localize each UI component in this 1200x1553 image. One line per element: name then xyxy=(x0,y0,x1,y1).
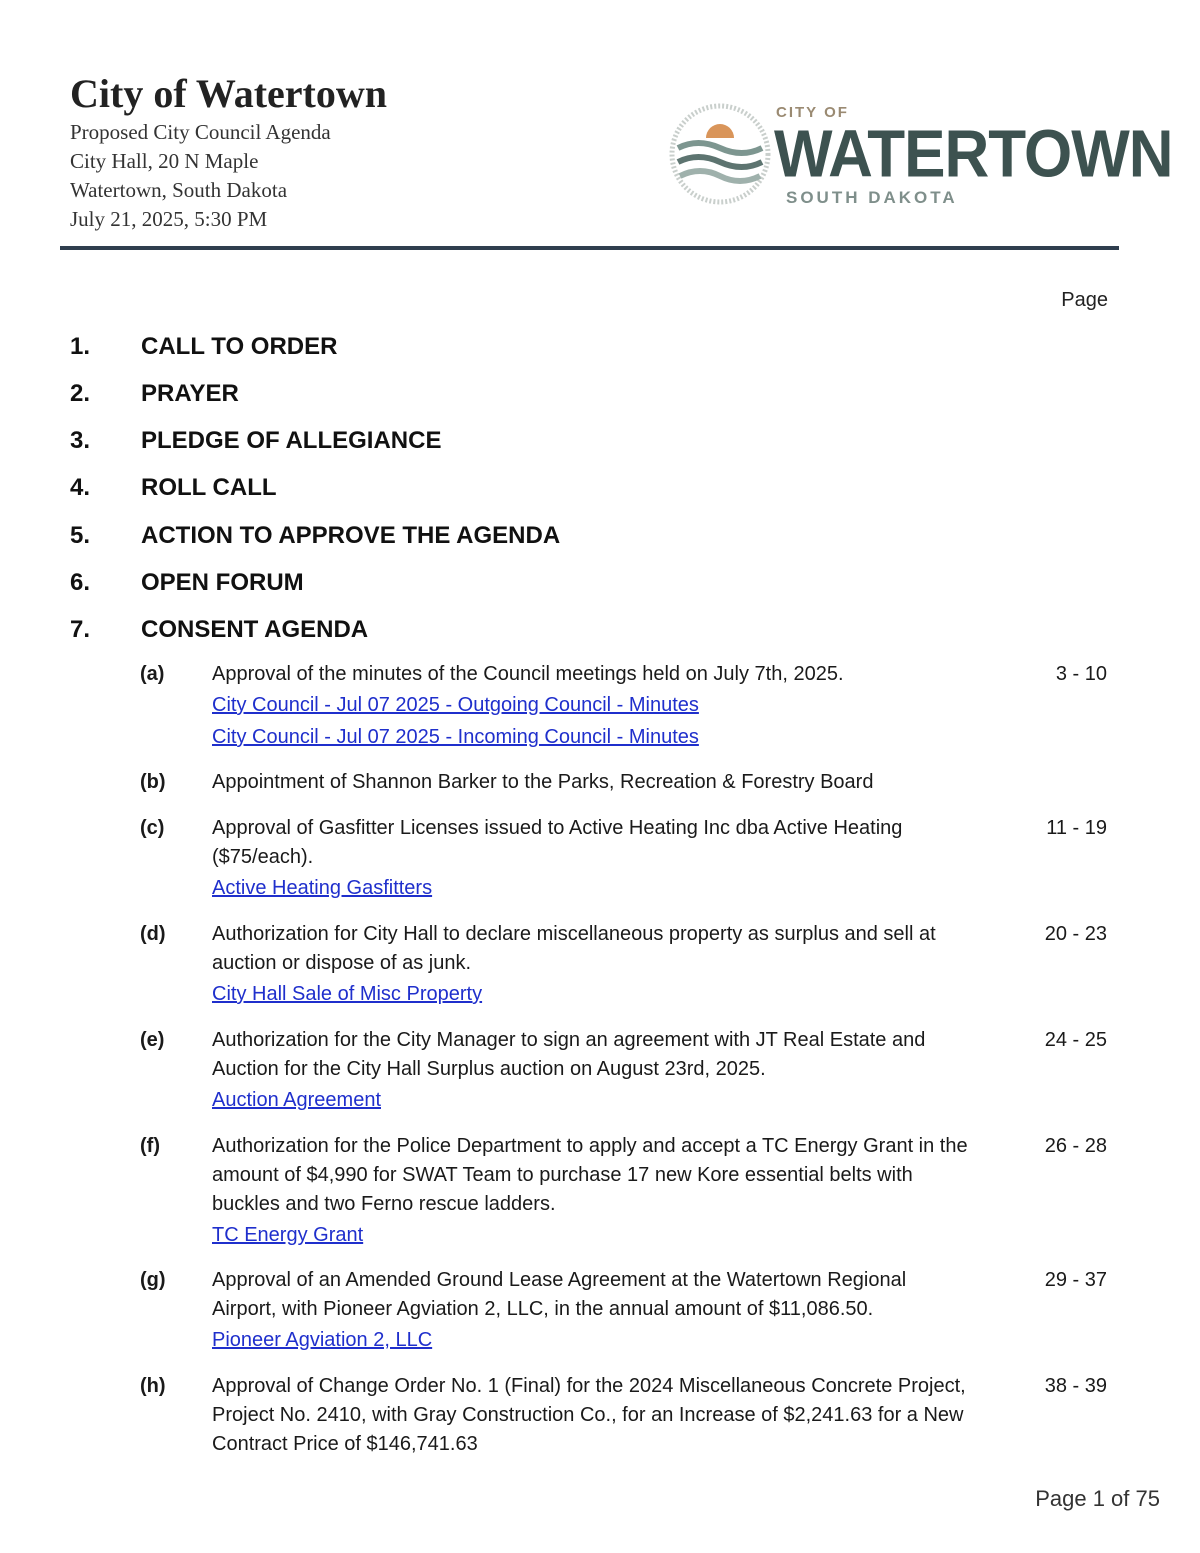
consent-item-letter: (g) xyxy=(140,1269,166,1291)
attachment-link[interactable]: City Hall Sale of Misc Property xyxy=(212,983,483,1005)
agenda-item-title: OPEN FORUM xyxy=(141,569,304,596)
attachment-link[interactable]: TC Energy Grant xyxy=(212,1224,364,1246)
page-range: 24 - 25 xyxy=(1044,1029,1107,1051)
consent-item-text: Authorization for the Police Department to apply and accept a TC Energy Grant in the amount of $4,990 for SWAT Team to purchase 17 new Kore essential belts with buckles and two Ferno rescue ladders. xyxy=(212,1135,968,1215)
consent-item-letter: (h) xyxy=(140,1375,166,1397)
consent-item-text: Approval of Gasfitter Licenses issued to Active Heating Inc dba Active Heating ($75/each). xyxy=(212,817,903,868)
attachment-link[interactable]: Pioneer Agviation 2, LLC xyxy=(212,1329,433,1351)
consent-item-text: Approval of an Amended Ground Lease Agreement at the Watertown Regional Airport, with Pioneer Agviation 2, LLC, in the annual amount of $11,086.50. xyxy=(212,1269,907,1320)
logo-emblem-icon xyxy=(668,102,772,206)
agenda-item-title: CONSENT AGENDA xyxy=(141,616,369,643)
page-range: 11 - 19 xyxy=(1046,817,1107,839)
venue-city: Watertown, South Dakota xyxy=(70,178,288,202)
meeting-datetime: July 21, 2025, 5:30 PM xyxy=(70,207,268,231)
consent-item-text: Authorization for City Hall to declare miscellaneous property as surplus and sell at auction or dispose of as junk. xyxy=(212,923,936,974)
attachment-link[interactable]: City Council - Jul 07 2025 - Outgoing Council - Minutes xyxy=(212,694,699,716)
logo-state: SOUTH DAKOTA xyxy=(786,188,958,207)
agenda-item-title: PRAYER xyxy=(141,380,239,407)
attachment-link[interactable]: City Council - Jul 07 2025 - Incoming Council - Minutes xyxy=(212,726,699,748)
consent-item-letter: (d) xyxy=(140,923,166,945)
header-divider xyxy=(60,246,1119,250)
agenda-item-title: ACTION TO APPROVE THE AGENDA xyxy=(141,522,561,549)
agenda-item-title: PLEDGE OF ALLEGIANCE xyxy=(141,427,442,454)
consent-item-letter: (f) xyxy=(140,1135,160,1157)
page-range: 20 - 23 xyxy=(1044,923,1107,945)
consent-item-letter: (b) xyxy=(140,771,166,793)
page-number: Page 1 of 75 xyxy=(1035,1486,1160,1511)
page-range: 3 - 10 xyxy=(1055,663,1107,685)
agenda-item-number: 4. xyxy=(70,474,91,501)
watertown-logo xyxy=(668,100,1173,210)
agenda-type: Proposed City Council Agenda xyxy=(70,120,331,144)
agenda-item-number: 7. xyxy=(70,616,91,643)
agenda-item-number: 6. xyxy=(70,569,91,596)
venue-address: City Hall, 20 N Maple xyxy=(70,149,259,173)
attachment-link[interactable]: Active Heating Gasfitters xyxy=(212,877,433,899)
consent-item-text: Appointment of Shannon Barker to the Parks, Recreation & Forestry Board xyxy=(212,771,874,793)
agenda-item-number: 2. xyxy=(70,380,91,407)
consent-item-text: Approval of the minutes of the Council meetings held on July 7th, 2025. xyxy=(212,663,844,685)
agenda-item-number: 1. xyxy=(70,333,91,360)
city-title: City of Watertown xyxy=(70,71,387,116)
page-column-label: Page xyxy=(1061,289,1108,311)
consent-item-letter: (a) xyxy=(140,663,165,685)
page-range: 29 - 37 xyxy=(1044,1269,1107,1291)
agenda-item-number: 5. xyxy=(70,522,91,549)
consent-item-text: Authorization for the City Manager to sign an agreement with JT Real Estate and Auction for the City Hall Surplus auction on August 23rd, 2025. xyxy=(212,1029,926,1080)
consent-item-text: Approval of Change Order No. 1 (Final) for the 2024 Miscellaneous Concrete Project, Project No. 2410, with Gray Construction Co., for an Increase of $2,241.63 for a New Contract Price of $146,741.63 xyxy=(212,1375,966,1455)
consent-item-letter: (c) xyxy=(140,817,165,839)
logo-city-of: CITY OF xyxy=(776,104,849,121)
page-range: 26 - 28 xyxy=(1044,1135,1107,1157)
consent-item-letter: (e) xyxy=(140,1029,165,1051)
agenda-item-number: 3. xyxy=(70,427,91,454)
agenda-item-title: CALL TO ORDER xyxy=(141,333,338,360)
attachment-link[interactable]: Auction Agreement xyxy=(212,1089,381,1111)
agenda-item-title: ROLL CALL xyxy=(141,474,277,501)
logo-wordmark: WATERTOWN xyxy=(774,116,1173,192)
page-range: 38 - 39 xyxy=(1044,1375,1107,1397)
document-header xyxy=(70,70,387,234)
